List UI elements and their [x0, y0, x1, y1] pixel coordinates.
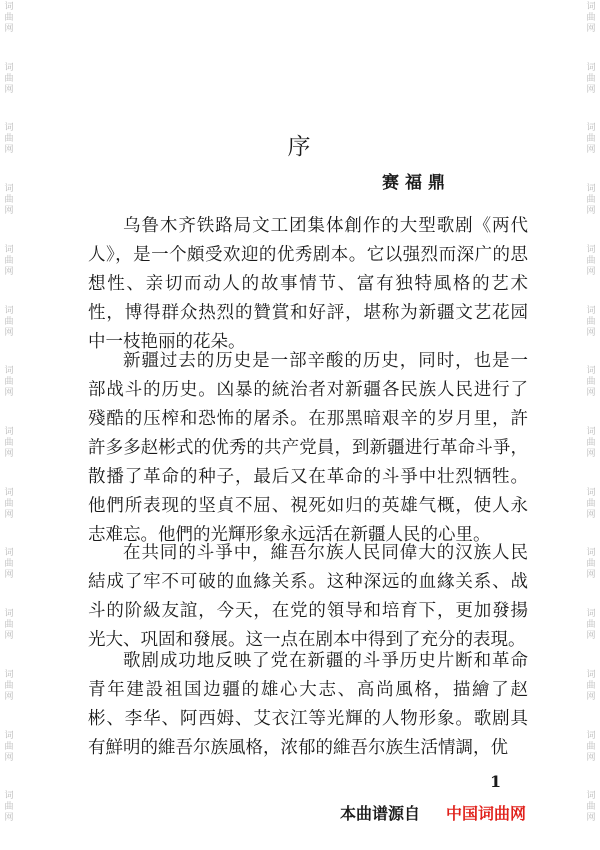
watermark-char: 曲	[586, 680, 596, 691]
watermark-char: 词	[586, 123, 596, 134]
watermark-char: 网	[586, 631, 596, 642]
watermark-char: 网	[4, 266, 14, 277]
watermark-char: 词	[4, 609, 14, 620]
text-line: 許多多赵彬式的优秀的共产党員，到新疆进行革命斗爭，	[88, 438, 528, 458]
watermark-char: 词	[4, 244, 14, 255]
watermark-group	[586, 0, 595, 61]
watermark-char: 曲	[586, 802, 596, 813]
watermark-char: 曲	[4, 377, 14, 388]
watermark-char: 曲	[586, 73, 596, 84]
text-line: 有鮮明的維吾尔族風格，浓郁的維吾尔族生活情調，优	[88, 738, 508, 758]
source-credit	[340, 801, 526, 824]
paragraph-4	[88, 647, 528, 763]
watermark-char: 网	[586, 509, 596, 520]
watermark-char: 词	[4, 669, 14, 680]
watermark-group	[586, 729, 595, 790]
watermark-char: 词	[4, 123, 14, 134]
text-line: 他們所表现的坚貞不屈、視死如归的英雄气概，使人永	[88, 496, 528, 516]
watermark-group	[4, 425, 13, 486]
text-line: 人》，是一个頗受欢迎的优秀剧本。它以强烈而深广的思	[88, 245, 528, 265]
watermark-char: 词	[586, 184, 596, 195]
paragraph-3	[88, 539, 528, 655]
watermark-char: 曲	[586, 377, 596, 388]
watermark-char: 词	[586, 791, 596, 802]
watermark-char: 网	[4, 449, 14, 460]
text-line: 斗的阶級友誼，今天，在党的領导和培育下，更加發揚	[88, 601, 528, 621]
watermark-char: 词	[586, 548, 596, 559]
text-line: 青年建設祖国边疆的雄心大志、高尚風格，描繪了赵	[88, 680, 528, 700]
watermark-group	[586, 425, 595, 486]
watermark-char: 曲	[4, 741, 14, 752]
watermark-char: 词	[4, 366, 14, 377]
watermark-char: 曲	[586, 559, 596, 570]
watermark-char: 词	[586, 366, 596, 377]
text-line: 想性、亲切而动人的故事情节、富有独特風格的艺术	[88, 274, 528, 294]
text-line: 光大、巩固和發展。这一点在剧本中得到了充分的表現。	[88, 630, 526, 650]
watermark-char: 曲	[4, 13, 14, 23]
watermark-char: 词	[4, 487, 14, 498]
watermark-group	[4, 729, 13, 790]
text-line: 部战斗的历史。凶暴的統治者对新疆各民族人民进行了	[88, 380, 528, 400]
watermark-char: 曲	[586, 255, 596, 266]
watermark-group	[586, 243, 595, 304]
watermark-char: 网	[586, 570, 596, 581]
watermark-char: 词	[586, 244, 596, 255]
text-line: 性，博得群众热烈的贊賞和好評，堪称为新疆文艺花园	[88, 303, 528, 323]
watermark-char: 网	[586, 206, 596, 217]
watermark-char: 网	[4, 24, 14, 34]
watermark-char: 词	[4, 62, 14, 73]
text-line: 在共同的斗爭中，維吾尔族人民同偉大的汉族人民	[123, 543, 528, 563]
watermark-group	[4, 304, 13, 365]
paragraph-2	[88, 347, 528, 550]
watermark-char: 网	[4, 752, 14, 763]
watermark-char: 网	[4, 84, 14, 95]
watermark-group	[4, 243, 13, 304]
watermark-group	[586, 607, 595, 668]
watermark-char: 词	[4, 730, 14, 741]
paragraph-1	[88, 212, 528, 357]
watermark-char: 网	[586, 266, 596, 277]
watermark-group	[4, 182, 13, 243]
watermark-char: 曲	[586, 316, 596, 327]
text-line: 新疆过去的历史是一部辛酸的历史，同时，也是一	[123, 351, 528, 371]
watermark-char: 曲	[586, 498, 596, 509]
watermark-char: 曲	[4, 680, 14, 691]
watermark-char: 词	[4, 2, 14, 12]
watermark-group	[4, 486, 13, 547]
author-name: 赛福鼎	[382, 173, 451, 193]
watermark-char: 曲	[4, 620, 14, 631]
watermark-group	[586, 486, 595, 547]
watermark-char: 网	[586, 145, 596, 156]
watermark-char: 网	[4, 631, 14, 642]
watermark-group	[4, 668, 13, 729]
watermark-char: 网	[586, 449, 596, 460]
watermark-char: 曲	[586, 438, 596, 449]
watermark-group	[586, 61, 595, 122]
watermark-char: 词	[586, 669, 596, 680]
watermark-group	[586, 364, 595, 425]
watermark-char: 网	[4, 327, 14, 338]
watermark-char: 网	[4, 509, 14, 520]
watermark-char: 曲	[586, 195, 596, 206]
watermark-char: 网	[4, 206, 14, 217]
watermark-group	[586, 789, 595, 850]
watermark-char: 曲	[4, 255, 14, 266]
watermark-char: 词	[586, 427, 596, 438]
watermark-group	[4, 789, 13, 850]
watermark-char: 网	[586, 691, 596, 702]
watermark-char: 网	[586, 84, 596, 95]
watermark-char: 网	[586, 24, 596, 34]
page-number: 1	[490, 772, 502, 791]
watermark-char: 网	[586, 327, 596, 338]
watermark-char: 网	[4, 145, 14, 156]
watermark-char: 曲	[586, 620, 596, 631]
watermark-group	[4, 61, 13, 122]
watermark-char: 曲	[4, 195, 14, 206]
watermark-char: 网	[4, 570, 14, 581]
watermark-char: 网	[586, 813, 596, 824]
watermark-char: 网	[4, 388, 14, 399]
watermark-char: 词	[586, 62, 596, 73]
watermark-char: 词	[586, 609, 596, 620]
watermark-group	[586, 668, 595, 729]
watermark-group	[4, 546, 13, 607]
watermark-group	[586, 182, 595, 243]
watermark-char: 曲	[4, 134, 14, 145]
text-line: 中一枝艳丽的花朵。	[88, 332, 246, 352]
watermark-char: 词	[586, 305, 596, 316]
text-line: 志难忘。他們的光輝形象永远活在新疆人民的心里。	[88, 525, 491, 545]
watermark-char: 网	[586, 752, 596, 763]
watermark-char: 曲	[586, 134, 596, 145]
source-site-link[interactable]: 中国词曲网	[446, 804, 527, 823]
watermark-char: 曲	[586, 13, 596, 23]
text-line: 彬、李华、阿西姆、艾衣江等光輝的人物形象。歌剧具	[88, 709, 528, 729]
text-line: 歌剧成功地反映了党在新疆的斗爭历史片断和革命	[123, 651, 528, 671]
watermark-char: 词	[586, 2, 596, 12]
text-line: 乌鲁木齐铁路局文工团集体創作的大型歌剧《两代	[123, 216, 528, 236]
watermark-char: 词	[4, 305, 14, 316]
watermark-char: 网	[4, 691, 14, 702]
watermark-char: 网	[586, 388, 596, 399]
watermark-group	[4, 364, 13, 425]
page-title: 序	[287, 134, 313, 160]
watermark-group	[586, 546, 595, 607]
watermark-char: 词	[586, 487, 596, 498]
watermark-char: 曲	[4, 438, 14, 449]
watermark-char: 曲	[4, 316, 14, 327]
watermark-char: 词	[4, 548, 14, 559]
text-line: 殘酷的压榨和恐怖的屠杀。在那黑暗艰辛的岁月里，許	[88, 409, 528, 429]
watermark-char: 词	[4, 791, 14, 802]
text-line: 散播了革命的种子，最后又在革命的斗爭中壮烈牺牲。	[88, 467, 528, 487]
watermark-group	[586, 304, 595, 365]
watermark-group	[4, 607, 13, 668]
watermark-char: 曲	[586, 741, 596, 752]
text-line: 結成了牢不可破的血緣关系。这种深远的血緣关系、战	[88, 572, 528, 592]
watermark-char: 曲	[4, 73, 14, 84]
watermark-char: 曲	[4, 802, 14, 813]
source-label: 本曲谱源自	[340, 804, 421, 823]
watermark-char: 词	[4, 427, 14, 438]
watermark-char: 词	[586, 730, 596, 741]
watermark-char: 词	[4, 184, 14, 195]
watermark-char: 曲	[4, 559, 14, 570]
watermark-char: 曲	[4, 498, 14, 509]
watermark-char: 网	[4, 813, 14, 824]
watermark-group	[4, 0, 13, 61]
